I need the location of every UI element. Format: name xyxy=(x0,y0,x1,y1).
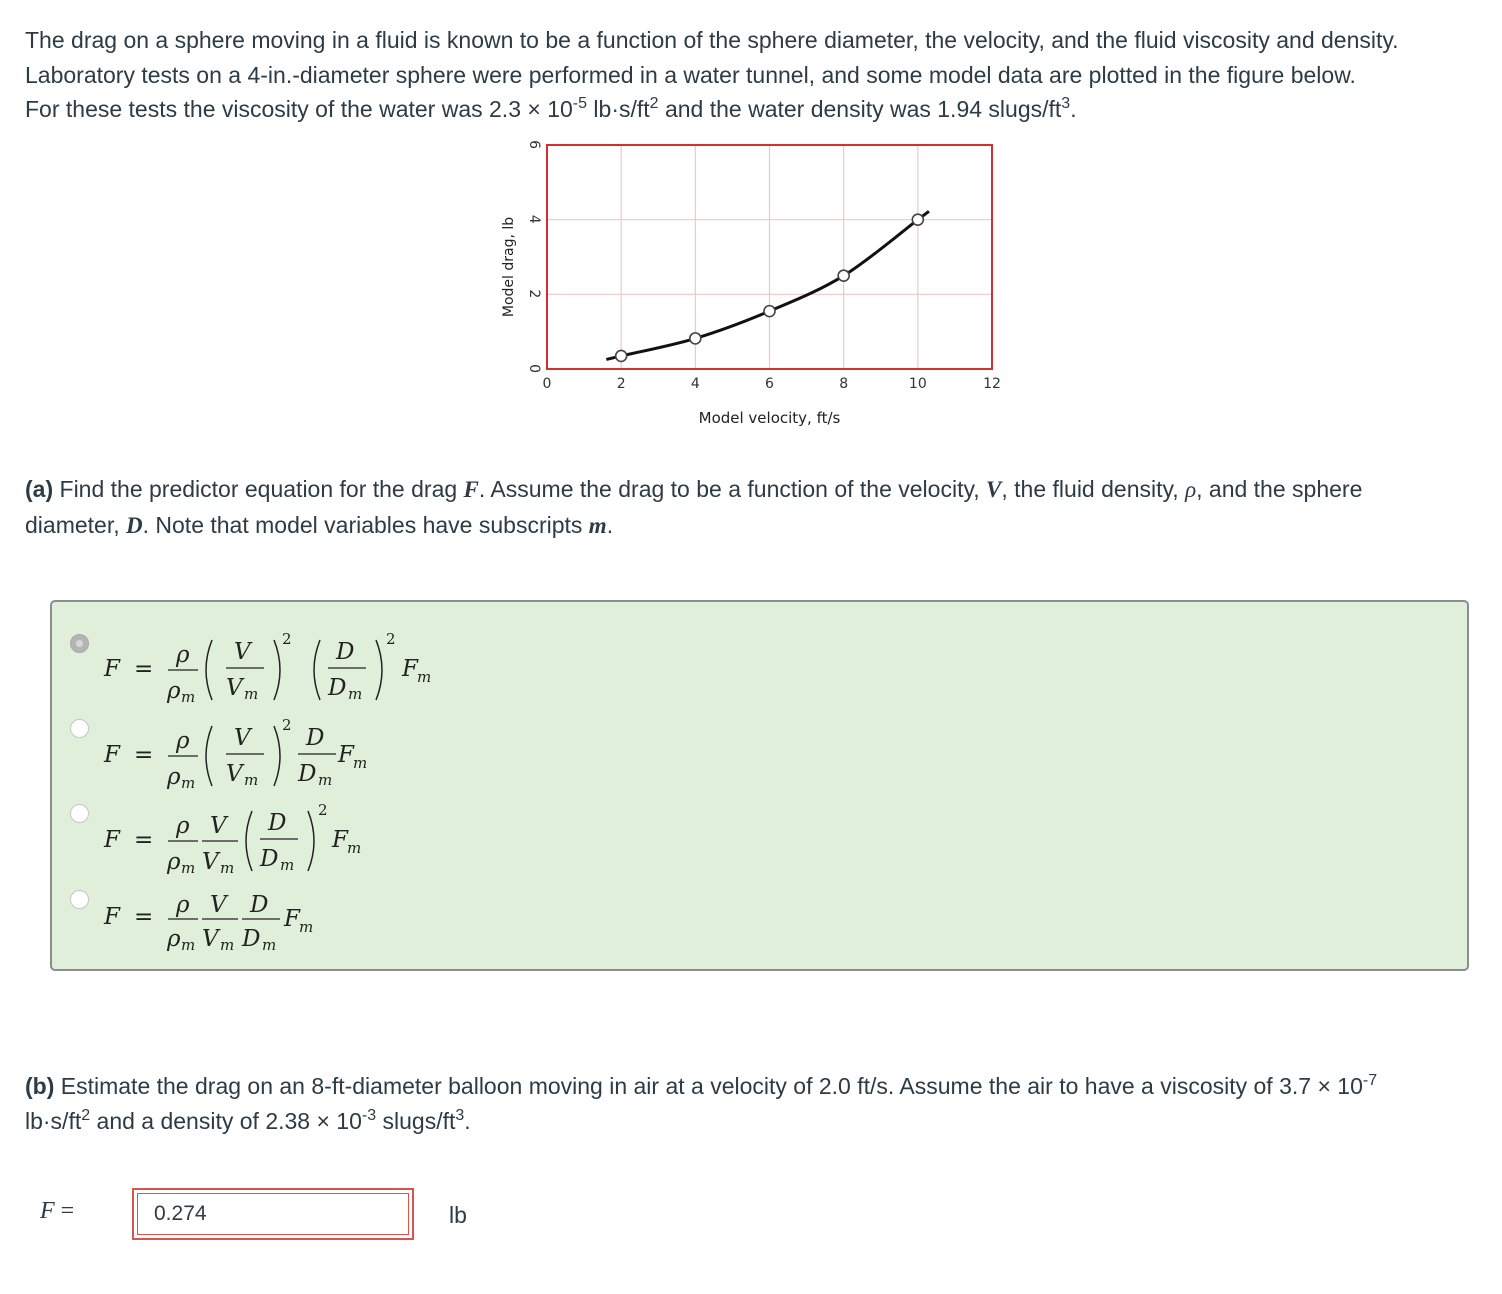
opt4-eq: = xyxy=(134,904,154,930)
opt1-F-sub: m xyxy=(417,668,432,686)
x-tick-labels xyxy=(543,376,1001,392)
opt2-D-m: D xyxy=(298,761,317,787)
chart-grid xyxy=(547,145,992,369)
opt4-F-m: F xyxy=(284,906,300,932)
drag-answer-input[interactable] xyxy=(137,1193,409,1235)
x-tick-label: 12 xyxy=(983,376,1001,392)
opt1-V-m: V xyxy=(226,675,243,701)
answer-unit: lb xyxy=(449,1202,467,1228)
x-tick-label: 10 xyxy=(908,376,927,392)
opt3-V-m: V xyxy=(202,849,219,875)
opt3-exp-d: 2 xyxy=(318,801,328,819)
opt4-V: V xyxy=(210,892,227,918)
opt1-F: F xyxy=(104,656,120,682)
opt2-D-sub: m xyxy=(318,771,333,789)
data-point xyxy=(690,333,701,344)
opt2-D: D xyxy=(306,725,325,751)
opt1-exp-v: 2 xyxy=(282,630,292,648)
opt2-V: V xyxy=(234,725,251,751)
data-point xyxy=(912,214,923,225)
answer-choices xyxy=(50,600,1469,971)
x-tick-label: 8 xyxy=(839,376,849,392)
opt1-eq: = xyxy=(134,656,154,682)
opt2-V-m: V xyxy=(226,761,243,787)
option-4-radio[interactable] xyxy=(70,890,89,909)
opt3-rho-sub: m xyxy=(181,859,196,875)
x-tick-label: 4 xyxy=(690,376,700,392)
y-tick-labels xyxy=(526,140,542,373)
opt1-F-m: F xyxy=(402,656,418,682)
drag-velocity-chart xyxy=(495,130,1035,440)
opt2-rho: ρ xyxy=(176,728,190,754)
opt3-V-sub: m xyxy=(220,859,235,875)
opt3-F: F xyxy=(104,827,120,853)
data-point xyxy=(838,270,849,281)
opt3-rho-m: ρ xyxy=(167,849,181,875)
y-tick-label: 4 xyxy=(526,214,542,224)
opt3-rho: ρ xyxy=(176,813,190,839)
opt3-D-m: D xyxy=(260,846,279,872)
opt2-rho-sub: m xyxy=(181,774,196,790)
intro-line-1: The drag on a sphere moving in a fluid is known to be a function of the sphere diameter, the velocity, and the fluid viscosity and density. xyxy=(25,27,1399,53)
opt1-D: D xyxy=(336,639,355,665)
x-tick-label: 0 xyxy=(542,376,552,392)
option-3-radio[interactable] xyxy=(70,804,89,823)
opt2-eq: = xyxy=(134,742,154,768)
answer-field-wrapper xyxy=(132,1188,414,1240)
y-tick-label: 6 xyxy=(526,140,542,149)
opt3-F-m: F xyxy=(332,827,348,853)
part-b-prompt: (b) Estimate the drag on an 8-ft-diameter balloon moving in air at a velocity of 2.0 ft/s. Assume the air to have a viscosity of $3.7 \times 10^{-7}$ $lb\cdot s/ft^2$ and a density of $2.38 \times 10^{-3}$ slugs/$ft^3$. xyxy=(25,1072,1378,1134)
opt4-rho-sub: m xyxy=(181,936,196,954)
opt3-D-sub: m xyxy=(280,856,295,874)
opt4-F: F xyxy=(104,904,120,930)
opt4-rho: ρ xyxy=(176,892,190,918)
opt4-rho-m: ρ xyxy=(167,926,181,952)
opt2-F: F xyxy=(104,742,120,768)
opt2-rho-m: ρ xyxy=(167,764,181,790)
opt1-exp-d: 2 xyxy=(386,630,396,648)
x-tick-label: 2 xyxy=(616,376,626,392)
opt4-V-m: V xyxy=(202,926,219,952)
opt1-rho-m: ρ xyxy=(167,678,181,704)
opt3-D: D xyxy=(268,810,287,836)
option-1-radio[interactable] xyxy=(70,634,89,653)
opt1-rho-sub: m xyxy=(181,688,196,704)
opt2-exp-v: 2 xyxy=(282,716,292,734)
opt3-V: V xyxy=(210,813,227,839)
intro-line-3: For these tests the viscosity of the water was $2.3 \times 10^{-5}$ $lb\cdot s/ft^2$ and the water density was 1.94 slugs/$ft^3$. xyxy=(25,95,1077,122)
opt1-V-sub: m xyxy=(244,685,259,703)
opt4-D: D xyxy=(250,892,269,918)
drag-curve xyxy=(606,211,929,359)
opt1-rho: ρ xyxy=(176,642,190,668)
option-1-equation[interactable] xyxy=(92,620,492,704)
data-point xyxy=(616,350,627,361)
opt1-D-sub: m xyxy=(348,685,363,703)
opt4-V-sub: m xyxy=(220,936,235,954)
opt2-V-sub: m xyxy=(244,771,259,789)
intro-line-2: Laboratory tests on a 4-in.-diameter sphere were performed in a water tunnel, and some model data are plotted in the figure below. xyxy=(25,61,1356,88)
opt3-eq: = xyxy=(134,827,154,853)
opt1-V: V xyxy=(234,639,251,665)
y-tick-label: 2 xyxy=(526,289,542,299)
opt2-F-sub: m xyxy=(353,754,368,772)
y-axis-label: Model drag, lb xyxy=(501,216,517,318)
opt2-F-m: F xyxy=(338,742,354,768)
opt3-F-sub: m xyxy=(347,839,362,857)
opt1-D-m: D xyxy=(328,675,347,701)
part-a-prompt: (a) Find the predictor equation for the drag F. Assume the drag to be a function of the velocity, V, the fluid density, ρ, and the sphere diameter, D. Note that model variables have subscripts m. xyxy=(25,476,1363,538)
x-tick-label: 6 xyxy=(765,376,774,392)
option-2-equation[interactable] xyxy=(92,706,492,790)
option-2-radio[interactable] xyxy=(70,719,89,738)
answer-label: F = xyxy=(40,1198,75,1224)
data-point xyxy=(764,306,775,317)
opt4-F-sub: m xyxy=(299,918,314,936)
option-3-equation[interactable] xyxy=(92,791,492,875)
x-axis-label: Model velocity, ft/s xyxy=(698,409,841,427)
opt4-D-m: D xyxy=(242,926,261,952)
y-tick-label: 0 xyxy=(526,364,542,373)
problem-intro xyxy=(25,23,1495,127)
opt4-D-sub: m xyxy=(262,936,277,954)
option-4-equation[interactable] xyxy=(92,876,492,960)
